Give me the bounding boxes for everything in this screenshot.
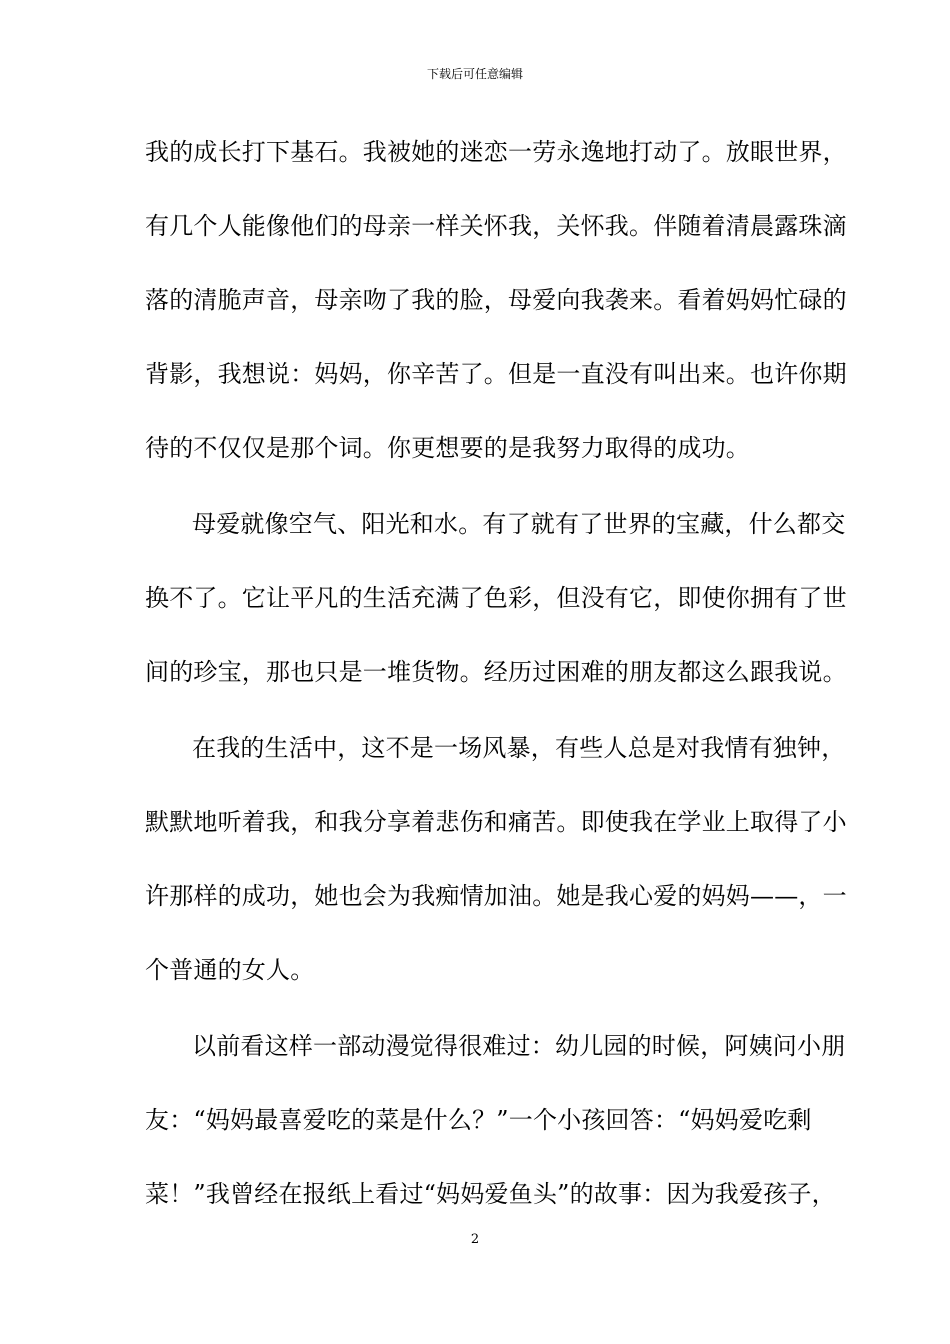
paragraph-start-line: 母爱就像空气、阳光和水。有了就有了世界的宝藏，什么都交 xyxy=(192,510,846,538)
body-line: 许那样的成功，她也会为我痴情加油。她是我心爱的妈妈——，一 xyxy=(145,882,847,910)
body-line: 间的珍宝，那也只是一堆货物。经历过困难的朋友都这么跟我说。 xyxy=(145,658,847,686)
body-line: 默默地听着我，和我分享着悲伤和痛苦。即使我在学业上取得了小 xyxy=(145,808,847,836)
body-line: 背影，我想说：妈妈，你辛苦了。但是一直没有叫出来。也许你期 xyxy=(145,360,847,388)
paragraph-start-line: 以前看这样一部动漫觉得很难过：幼儿园的时候，阿姨问小朋 xyxy=(192,1032,846,1060)
page-header: 下载后可任意编辑 xyxy=(426,67,523,81)
page-number: 2 xyxy=(470,1232,480,1247)
body-line: 换不了。它让平凡的生活充满了色彩，但没有它，即使你拥有了世 xyxy=(145,584,847,612)
body-line: 菜！”我曾经在报纸上看过“妈妈爱鱼头”的故事：因为我爱孩子， xyxy=(145,1180,836,1208)
paragraph-start-line: 在我的生活中，这不是一场风暴，有些人总是对我情有独钟， xyxy=(192,734,846,762)
body-line: 我的成长打下基石。我被她的迷恋一劳永逸地打动了。放眼世界， xyxy=(145,138,847,166)
body-line: 有几个人能像他们的母亲一样关怀我，关怀我。伴随着清晨露珠滴 xyxy=(145,212,847,240)
body-line: 个普通的女人。 xyxy=(145,956,315,984)
body-line: 友：“妈妈最喜爱吃的菜是什么？”一个小孩回答：“妈妈爱吃剩 xyxy=(145,1106,812,1134)
body-line: 待的不仅仅是那个词。你更想要的是我努力取得的成功。 xyxy=(145,434,750,462)
body-line: 落的清脆声音，母亲吻了我的脸，母爱向我袭来。看着妈妈忙碌的 xyxy=(145,286,847,314)
